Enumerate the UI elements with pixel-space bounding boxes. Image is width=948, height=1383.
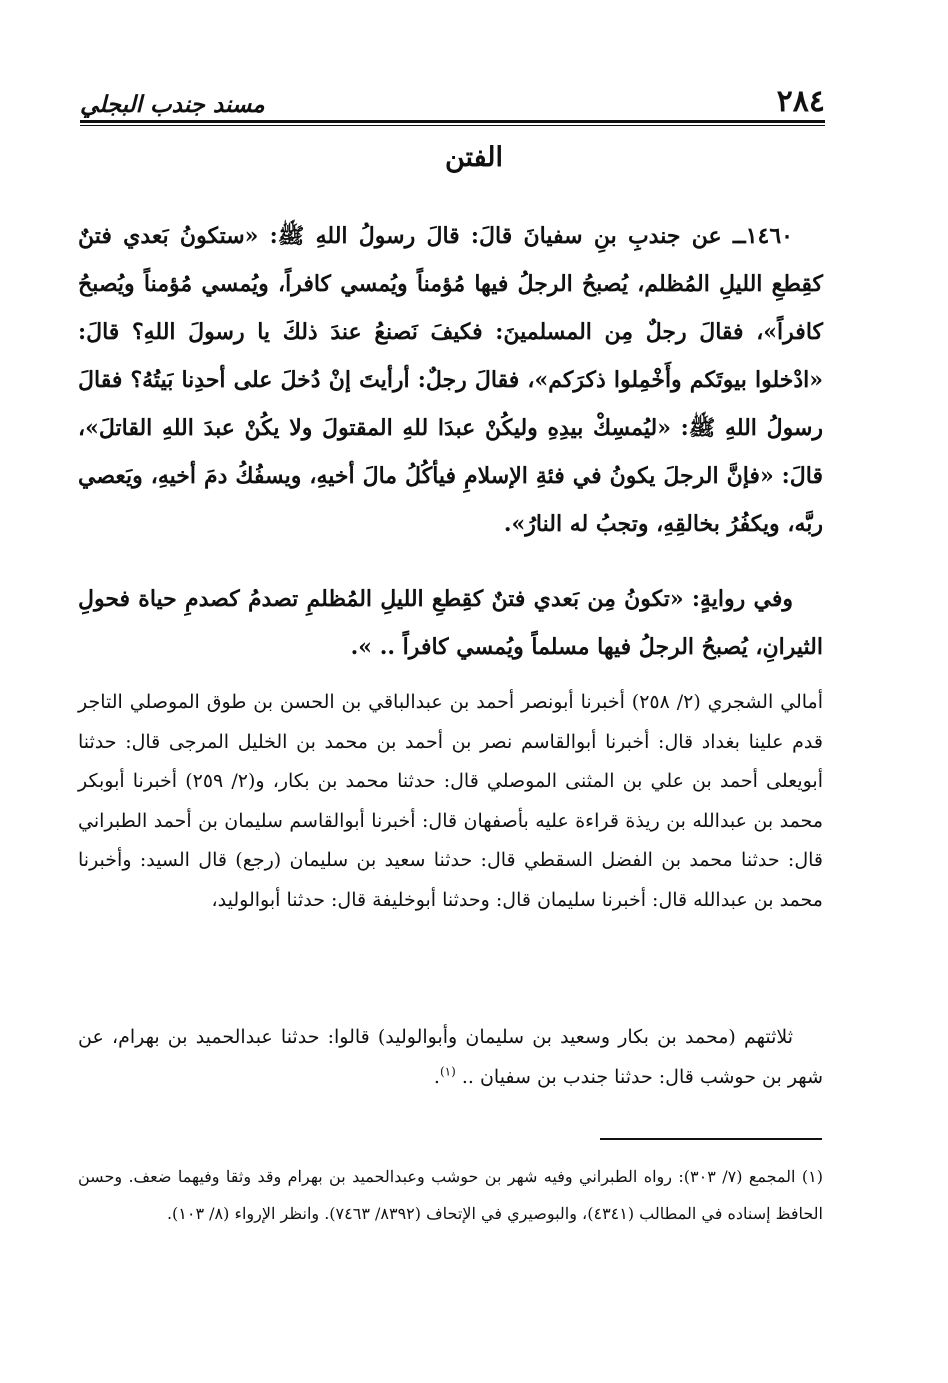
header-rule-thin xyxy=(80,125,825,126)
page-number: ٢٨٤ xyxy=(776,84,825,119)
isnad-summary-paragraph xyxy=(78,1018,823,1097)
footnote-block xyxy=(78,1158,823,1232)
hadith-text-block xyxy=(78,212,823,548)
isnad-text-block xyxy=(78,683,823,920)
running-title: مسند جندب البجلي xyxy=(80,91,265,118)
hadith-paragraph: ١٤٦٠ــ عن جندبِ بنِ سفيانَ قالَ: قالَ رسولُ اللهِ ﷺ: «ستكونُ بَعدي فتنٌ كقِطعِ الليلِ المُظلم، يُصبحُ الرجلُ فيها مُؤمناً ويُمسي كافراً، ويُمسي مُؤمناً ويُصبحُ كافراً»، فقالَ رجلٌ مِن المسلمينَ: فكيفَ نَصنعُ عندَ ذلكَ يا رسولَ اللهِ؟ قالَ: «ادْخلوا بيوتَكم وأَخْمِلوا ذكرَكم»، فقالَ رجلٌ: أرأيتَ إنْ دُخلَ على أحدِنا بَيتُهُ؟ فقالَ رسولُ اللهِ ﷺ: «ليُمسِكْ بيدِهِ وليكُنْ عبدَا للهِ المقتولَ ولا يكُنْ عبدَ اللهِ القاتلَ»، قالَ: «فإنَّ الرجلَ يكونُ في فئةِ الإسلامِ فيأكُلُ مالَ أخيهِ، ويسفُكُ دمَ أخيهِ، ويَعصي ربَّه، ويكفُرُ بخالقِهِ، وتجبُ له النارُ». xyxy=(78,223,823,537)
riwaya-text-block xyxy=(78,575,823,671)
isnad-summary-text: ثلاثتهم (محمد بن بكار وسعيد بن سليمان وأبوالوليد) قالوا: حدثنا عبدالحميد بن بهرام، عن شهر بن حوشب قال: حدثنا جندب بن سفيان .. xyxy=(78,1026,823,1088)
header-rule xyxy=(80,120,825,123)
page-header xyxy=(80,68,825,120)
isnad-summary-end: . xyxy=(433,1065,440,1088)
riwaya-paragraph: وفي روايةٍ: «تكونُ مِن بَعدي فتنٌ كقِطعِ الليلِ المُظلمِ تصدمُ كصدمِ حياة فحولِ الثيرانِ، يُصبحُ الرجلُ فيها مسلماً ويُمسي كافراً .. ». xyxy=(78,586,823,660)
isnad-paragraph: أمالي الشجري (٢/ ٢٥٨) أخبرنا أبونصر أحمد بن عبدالباقي بن الحسن بن طوق الموصلي التاجر قدم علينا بغداد قال: أخبرنا أبوالقاسم نصر بن أحمد بن محمد بن الخليل المرجى قال: حدثنا أبويعلى أحمد بن علي بن المثنى الموصلي قال: حدثنا محمد بن بكار، و(٢/ ٢٥٩) أخبرنا أبوبكر محمد بن عبدالله بن ريذة قراءة عليه بأصفهان قال: أخبرنا أبوالقاسم سليمان بن أحمد الطبراني قال: حدثنا محمد بن الفضل السقطي قال: حدثنا سعيد بن سليمان (رجع) قال السيد: وأخبرنا محمد بن عبدالله قال: أخبرنا سليمان قال: وحدثنا أبوخليفة قال: حدثنا أبوالوليد، xyxy=(78,691,823,911)
footnote-separator xyxy=(600,1138,822,1140)
section-title: الفتن xyxy=(444,142,504,173)
footnote-text: (١) المجمع (٧/ ٣٠٣): رواه الطبراني وفيه شهر بن حوشب وعبدالحميد بن بهرام وقد وثقا وفيهما ضعف. وحسن الحافظ إسناده في المطالب (٤٣٤١)، والبوصيري في الإتحاف (٨٣٩٢/ ٧٤٦٣). وانظر الإرواء (٨/ ١٠٣). xyxy=(78,1167,823,1223)
footnote-marker: (١) xyxy=(439,1064,456,1079)
isnad-summary-block xyxy=(78,1018,823,1097)
